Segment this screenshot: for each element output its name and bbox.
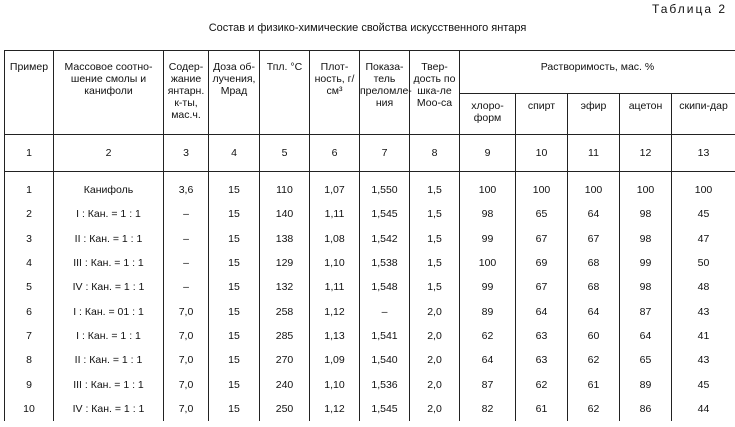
table-cell: 68	[568, 251, 620, 275]
column-number: 1	[5, 135, 54, 172]
table-cell: I : Кан. = 01 : 1	[54, 299, 164, 323]
table-cell: 61	[516, 397, 568, 421]
table-row	[5, 324, 735, 348]
table-cell: 110	[260, 172, 310, 203]
table-cell: 2,0	[410, 299, 460, 323]
table-cell: IV : Кан. = 1 : 1	[54, 275, 164, 299]
table-number: Таблица 2	[651, 2, 727, 16]
table-row	[5, 275, 735, 299]
table-cell: 45	[672, 372, 735, 396]
table-cell: 1,550	[360, 172, 410, 203]
table-cell: 62	[568, 397, 620, 421]
table-cell: 100	[672, 172, 735, 203]
table-cell: 258	[260, 299, 310, 323]
header-dose: Доза об-лучения, Мрад	[209, 51, 260, 135]
table-cell: Канифоль	[54, 172, 164, 203]
table-cell: 7,0	[164, 397, 209, 421]
table-cell: 140	[260, 202, 310, 226]
header-refraction: Показа-тель преломле-ния	[360, 51, 410, 135]
table-cell: –	[164, 202, 209, 226]
header-alcohol: спирт	[516, 94, 568, 135]
table-cell: 15	[209, 251, 260, 275]
table-cell: –	[360, 299, 410, 323]
table-cell: 61	[568, 372, 620, 396]
table-cell: 63	[516, 324, 568, 348]
table-cell: 99	[460, 227, 516, 251]
table-cell: 15	[209, 372, 260, 396]
table-cell: 86	[620, 397, 672, 421]
table-cell: 100	[516, 172, 568, 203]
table-cell: 64	[568, 299, 620, 323]
table-cell: I : Кан. = 1 : 1	[54, 202, 164, 226]
table-cell: 138	[260, 227, 310, 251]
table-cell: 15	[209, 275, 260, 299]
table-row	[5, 172, 735, 203]
table-cell: 2	[5, 202, 54, 226]
table-cell: 285	[260, 324, 310, 348]
table-cell: 63	[516, 348, 568, 372]
header-turpentine: скипи-дар	[672, 94, 735, 135]
table-cell: 48	[672, 275, 735, 299]
table-row	[5, 397, 735, 421]
table-cell: 6	[5, 299, 54, 323]
table-cell: 7,0	[164, 324, 209, 348]
table-cell: 89	[620, 372, 672, 396]
table-cell: 1,08	[310, 227, 360, 251]
table-cell: 65	[620, 348, 672, 372]
column-number: 9	[460, 135, 516, 172]
table-cell: 9	[5, 372, 54, 396]
table-cell: III : Кан. = 1 : 1	[54, 372, 164, 396]
table-cell: 62	[460, 324, 516, 348]
header-hardness: Твер-дость по шка-ле Моо-са	[410, 51, 460, 135]
table-cell: 67	[516, 227, 568, 251]
table-cell: 100	[460, 172, 516, 203]
table-cell: 67	[568, 227, 620, 251]
table-cell: 1,540	[360, 348, 410, 372]
table-cell: 100	[568, 172, 620, 203]
header-ratio: Массовое соотно-шение смолы и канифоли	[54, 51, 164, 135]
table-cell: 64	[620, 324, 672, 348]
table-cell: 7,0	[164, 372, 209, 396]
table-cell: 65	[516, 202, 568, 226]
table-cell: 98	[620, 227, 672, 251]
table-cell: 43	[672, 299, 735, 323]
table-cell: 15	[209, 348, 260, 372]
table-row	[5, 227, 735, 251]
table-cell: 15	[209, 227, 260, 251]
table-cell: 1,5	[410, 251, 460, 275]
table-cell: 2,0	[410, 397, 460, 421]
table-cell: 1,10	[310, 372, 360, 396]
table-cell: 60	[568, 324, 620, 348]
table-cell: 1,5	[410, 202, 460, 226]
header-solubility: Растворимость, мас. %	[460, 51, 735, 94]
column-number: 2	[54, 135, 164, 172]
table-caption: Состав и физико-химические свойства искусственного янтаря	[208, 22, 527, 34]
table-cell: II : Кан. = 1 : 1	[54, 348, 164, 372]
table-cell: 240	[260, 372, 310, 396]
table-cell: IV : Кан. = 1 : 1	[54, 397, 164, 421]
table-cell: 132	[260, 275, 310, 299]
table-cell: 1,541	[360, 324, 410, 348]
header-ether: эфир	[568, 94, 620, 135]
column-number: 11	[568, 135, 620, 172]
table-cell: 15	[209, 172, 260, 203]
column-number: 12	[620, 135, 672, 172]
column-number: 6	[310, 135, 360, 172]
table-cell: –	[164, 275, 209, 299]
table-cell: 100	[620, 172, 672, 203]
table-cell: 62	[516, 372, 568, 396]
table-cell: 1,09	[310, 348, 360, 372]
table-cell: 7,0	[164, 348, 209, 372]
table-row	[5, 372, 735, 396]
table-cell: 1,5	[410, 275, 460, 299]
table-cell: 4	[5, 251, 54, 275]
table-cell: 99	[460, 275, 516, 299]
table-cell: II : Кан. = 1 : 1	[54, 227, 164, 251]
table-cell: 1,11	[310, 202, 360, 226]
table-cell: 2,0	[410, 324, 460, 348]
header-density: Плот-ность, г/см³	[310, 51, 360, 135]
table-cell: 1,07	[310, 172, 360, 203]
table-cell: 270	[260, 348, 310, 372]
table-cell: 64	[568, 202, 620, 226]
table-cell: 100	[460, 251, 516, 275]
table-cell: 68	[568, 275, 620, 299]
table-cell: 3	[5, 227, 54, 251]
table-cell: 1,542	[360, 227, 410, 251]
table-cell: 1,12	[310, 299, 360, 323]
table-cell: 3,6	[164, 172, 209, 203]
table-cell: 82	[460, 397, 516, 421]
table-cell: 41	[672, 324, 735, 348]
table-cell: 250	[260, 397, 310, 421]
table-cell: 8	[5, 348, 54, 372]
table-cell: 5	[5, 275, 54, 299]
table-cell: 87	[460, 372, 516, 396]
table-cell: 98	[620, 275, 672, 299]
table-cell: –	[164, 227, 209, 251]
header-example: Пример	[5, 51, 54, 135]
table-cell: I : Кан. = 1 : 1	[54, 324, 164, 348]
column-number: 13	[672, 135, 735, 172]
table-cell: 10	[5, 397, 54, 421]
table-cell: III : Кан. = 1 : 1	[54, 251, 164, 275]
table-cell: 15	[209, 324, 260, 348]
table-cell: 47	[672, 227, 735, 251]
table-cell: –	[164, 251, 209, 275]
table-cell: 1,12	[310, 397, 360, 421]
table-cell: 45	[672, 202, 735, 226]
table-cell: 15	[209, 299, 260, 323]
table-cell: 1,5	[410, 172, 460, 203]
table-cell: 15	[209, 397, 260, 421]
column-number: 7	[360, 135, 410, 172]
column-number: 8	[410, 135, 460, 172]
table-cell: 50	[672, 251, 735, 275]
table-cell: 1,545	[360, 202, 410, 226]
header-melting-point: Тпл. °С	[260, 51, 310, 135]
header-acetone: ацетон	[620, 94, 672, 135]
table-cell: 1,11	[310, 275, 360, 299]
column-number: 5	[260, 135, 310, 172]
column-number: 3	[164, 135, 209, 172]
table-cell: 129	[260, 251, 310, 275]
table-cell: 89	[460, 299, 516, 323]
table-cell: 98	[620, 202, 672, 226]
header-amber-acid: Содер-жание янтарн. к-ты, мас.ч.	[164, 51, 209, 135]
table-row	[5, 202, 735, 226]
header-chloroform: хлоро-форм	[460, 94, 516, 135]
table-cell: 64	[460, 348, 516, 372]
table-cell: 1	[5, 172, 54, 203]
table-cell: 64	[516, 299, 568, 323]
table-cell: 1,5	[410, 227, 460, 251]
table-cell: 2,0	[410, 372, 460, 396]
table-cell: 15	[209, 202, 260, 226]
table-row	[5, 348, 735, 372]
table-cell: 43	[672, 348, 735, 372]
table-cell: 67	[516, 275, 568, 299]
table-cell: 1,545	[360, 397, 410, 421]
table-cell: 87	[620, 299, 672, 323]
table-cell: 98	[460, 202, 516, 226]
properties-table	[4, 50, 735, 421]
table-cell: 44	[672, 397, 735, 421]
table-cell: 7,0	[164, 299, 209, 323]
table-row	[5, 251, 735, 275]
table-row	[5, 299, 735, 323]
table-cell: 99	[620, 251, 672, 275]
column-number: 10	[516, 135, 568, 172]
table-cell: 2,0	[410, 348, 460, 372]
column-number: 4	[209, 135, 260, 172]
table-cell: 1,536	[360, 372, 410, 396]
table-cell: 7	[5, 324, 54, 348]
table-cell: 1,10	[310, 251, 360, 275]
table-cell: 62	[568, 348, 620, 372]
table-cell: 1,548	[360, 275, 410, 299]
table-cell: 69	[516, 251, 568, 275]
table-cell: 1,13	[310, 324, 360, 348]
table-cell: 1,538	[360, 251, 410, 275]
